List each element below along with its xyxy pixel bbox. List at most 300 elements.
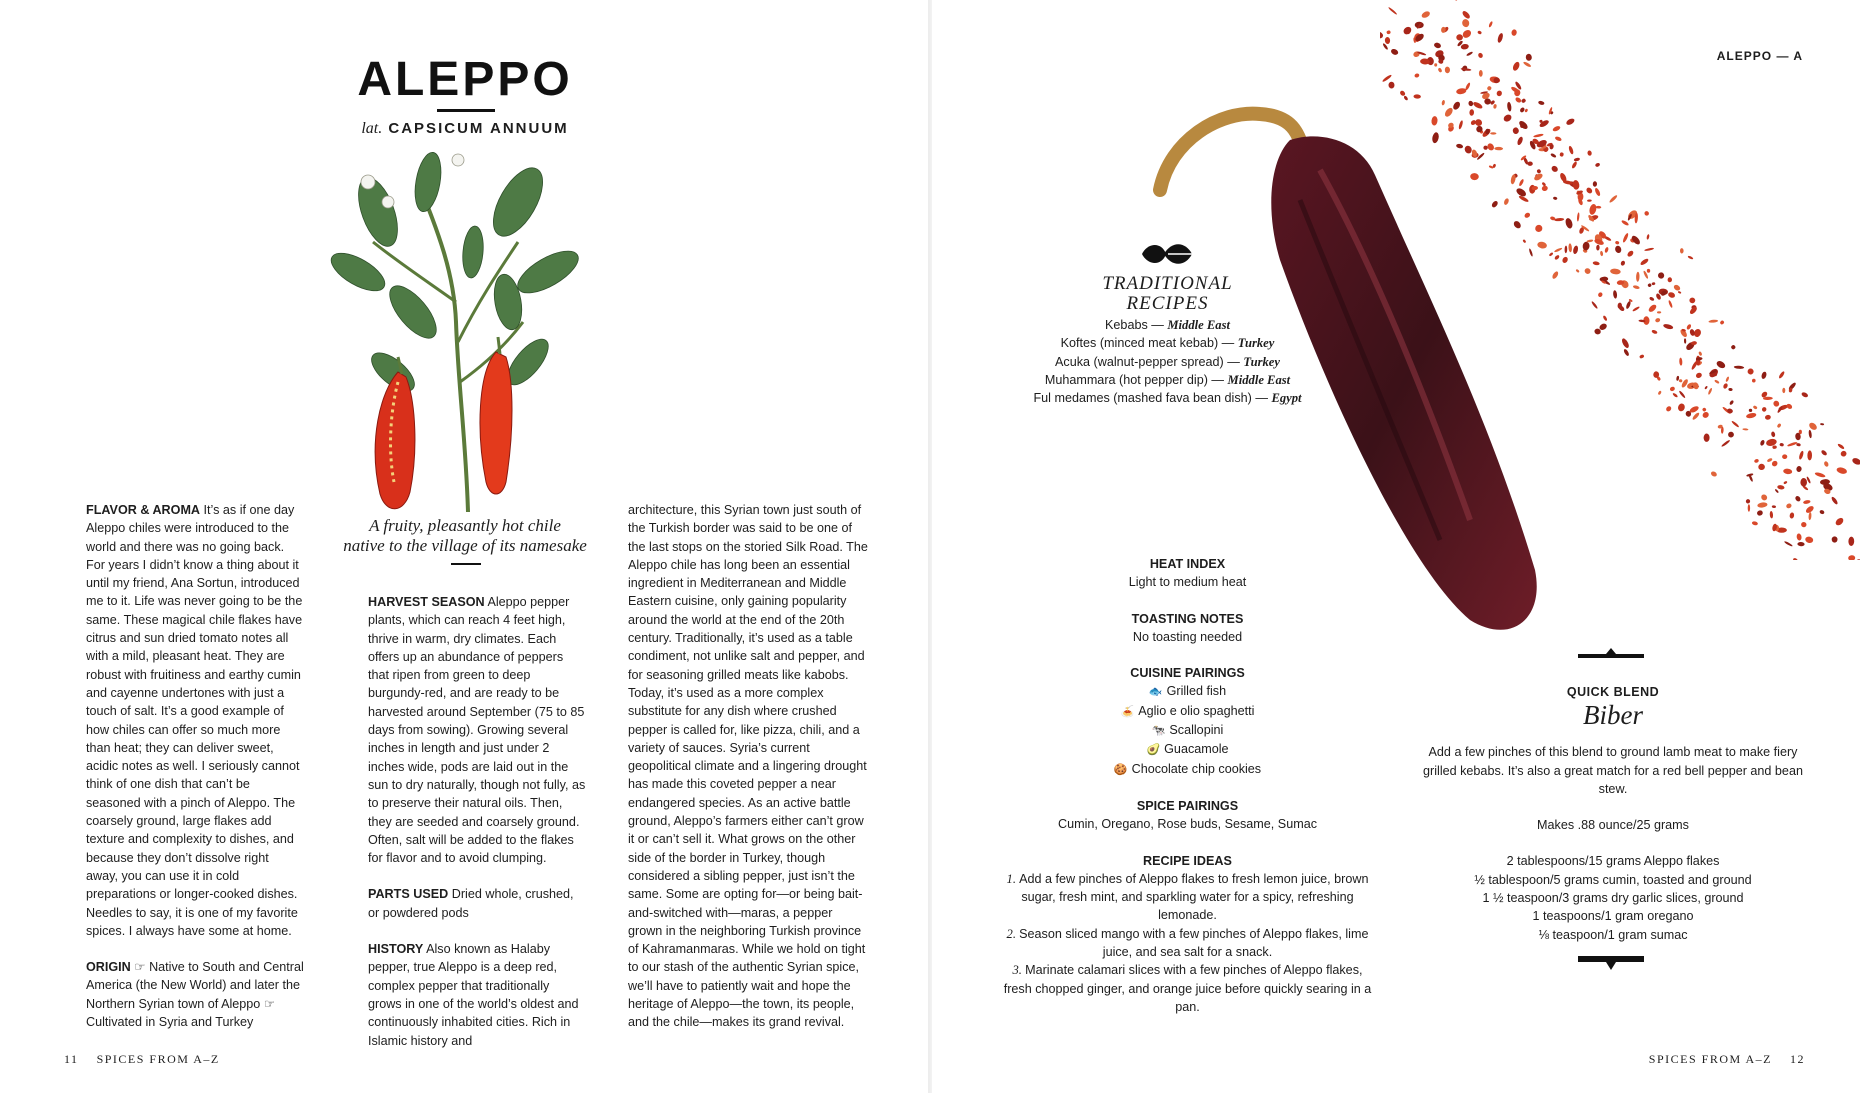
toasting-block (1000, 610, 1375, 647)
ingredient-item: 2 tablespoons/15 grams Aleppo flakes (1506, 854, 1720, 869)
chile-flake (1719, 320, 1724, 325)
chile-flake (1848, 537, 1854, 546)
chile-flake (1772, 400, 1780, 408)
recipe-dish: Ful medames (mashed fava bean dish) — (1033, 391, 1272, 406)
recipe-idea-item (1000, 961, 1375, 1016)
history-paragraph (346, 940, 586, 1050)
chile-flake (1568, 243, 1572, 252)
chile-flake (1610, 268, 1621, 275)
chile-flake (1461, 28, 1472, 39)
spice-info-panel (1000, 555, 1375, 1034)
spice-pairings-heading: SPICE PAIRINGS (1136, 798, 1239, 813)
ingredient-item: ½ tablespoon/5 grams cumin, toasted and ground (1474, 872, 1752, 887)
cuisine-pairing-label: Chocolate chip cookies (1131, 761, 1262, 776)
chile-flake (1621, 337, 1631, 349)
chile-flake (1808, 421, 1818, 431)
recipe-dish: Acuka (walnut-pepper spread) — (1055, 354, 1244, 369)
harvest-heading: HARVEST SEASON (368, 595, 485, 609)
origin-heading: ORIGIN (86, 960, 131, 975)
traditional-recipe-item (1000, 353, 1335, 371)
chile-flake (1655, 317, 1661, 322)
chile-flake (1784, 541, 1793, 547)
chile-flake (1837, 443, 1845, 450)
chile-flake (1477, 30, 1482, 35)
chile-flake (1692, 412, 1701, 421)
chile-flake (1511, 29, 1517, 36)
chile-flake (1695, 372, 1703, 379)
recipe-ideas-list (1000, 870, 1375, 1016)
pointing-hand-icon: ☞ (263, 996, 276, 1011)
chile-flake (1778, 371, 1785, 380)
chile-flake (1759, 439, 1765, 446)
chile-flake (1761, 371, 1768, 379)
chile-flake (1386, 30, 1391, 35)
chile-flake (1577, 212, 1580, 221)
chile-flake (1587, 199, 1592, 202)
chile-flake (1512, 61, 1521, 72)
parts-paragraph (346, 885, 586, 922)
chile-flake (1646, 234, 1650, 240)
quick-blend-name: Biber (1583, 700, 1643, 731)
chile-flake (1455, 0, 1459, 1)
chile-flake (1765, 438, 1777, 447)
chile-flake (1782, 454, 1788, 459)
text-column-3 (628, 501, 868, 1050)
recipe-dish: Koftes (minced meat kebab) — (1060, 336, 1238, 351)
recipe-idea-item (1000, 925, 1375, 962)
chile-flake (1665, 405, 1672, 412)
avocado-icon: 🥑 (1146, 744, 1161, 757)
chile-flake (1783, 481, 1787, 485)
recipe-idea-number: 1. (1006, 871, 1020, 886)
chile-flake (1836, 466, 1848, 475)
chile-flake (1808, 430, 1812, 439)
chile-flake (1684, 338, 1686, 343)
page-number: 11 (64, 1052, 79, 1066)
cuisine-pairing-item (1000, 721, 1375, 740)
chile-flake (1596, 245, 1600, 251)
chile-flake (1734, 365, 1745, 369)
ingredient-item: 1 teaspoons/1 gram oregano (1532, 909, 1694, 924)
cuisine-pairing-item (1000, 760, 1375, 779)
chile-flake (1803, 500, 1811, 505)
chile-flake (1728, 388, 1733, 392)
traditional-recipes-list (1000, 316, 1335, 407)
chile-flake (1632, 306, 1640, 312)
bracket-ornament-bottom-icon (1576, 954, 1646, 972)
chile-flake (1456, 87, 1467, 94)
history-heading: HISTORY (368, 942, 424, 957)
chile-flake (1771, 460, 1779, 468)
chile-flake (1777, 485, 1785, 490)
chile-flake (1568, 145, 1574, 154)
chile-flake (1639, 354, 1645, 359)
chile-flake (1461, 10, 1471, 20)
chile-flake (1678, 390, 1686, 399)
chile-flake (1702, 407, 1707, 412)
chile-flake (1595, 162, 1601, 167)
chile-flake (1434, 63, 1437, 67)
chile-flake (1714, 379, 1720, 384)
chile-flake (1757, 502, 1768, 508)
flavor-heading: FLAVOR & AROMA (86, 503, 201, 517)
chile-flake (1382, 74, 1393, 83)
chile-flake (1460, 43, 1469, 49)
chile-flake (1437, 67, 1442, 73)
recipe-ideas-heading: RECIPE IDEAS (1143, 853, 1232, 868)
chile-flake (1771, 431, 1776, 437)
chile-flake (1789, 512, 1794, 519)
cuisine-pairing-label: Guacamole (1164, 742, 1229, 757)
chile-flake (1584, 267, 1592, 275)
chile-flake (1786, 403, 1794, 410)
chile-flake (1749, 409, 1752, 412)
illustration-caption (340, 516, 590, 556)
chile-flake (1497, 32, 1504, 43)
chile-flake (1667, 291, 1675, 298)
chile-flake (1797, 542, 1804, 547)
chile-flake (1486, 85, 1492, 91)
chile-flake (1689, 297, 1696, 304)
chile-flake (1832, 536, 1838, 542)
chile-flake (1704, 386, 1708, 390)
chile-flake (1676, 376, 1679, 381)
chile-flake (1848, 555, 1856, 560)
text-column-2 (346, 593, 586, 1068)
chile-flake (1761, 406, 1767, 412)
recipe-dish: Kebabs — (1105, 318, 1168, 332)
heat-index-block (1000, 555, 1375, 592)
chile-flake (1466, 51, 1473, 56)
chile-flake (1708, 319, 1718, 323)
latin-prefix: lat. (361, 120, 383, 137)
cuisine-pairing-item (1000, 740, 1375, 759)
origin-text-1: Native to South and Central America (the New World) and later the Northern Syrian town of Aleppo (86, 960, 304, 1011)
chile-flake (1564, 217, 1573, 229)
chile-flake (1572, 245, 1578, 254)
chile-flake (1380, 31, 1384, 40)
chile-flake (1796, 465, 1802, 472)
chile-flake (1587, 150, 1592, 156)
chile-flake (1834, 516, 1845, 526)
chile-flake (1840, 450, 1848, 458)
cuisine-pairing-item (1000, 682, 1375, 701)
chile-flake (1814, 472, 1826, 479)
recipe-idea-number: 2. (1006, 926, 1020, 941)
chile-flake (1496, 90, 1503, 97)
recipe-region: Middle East (1167, 318, 1230, 332)
fleuron-ornament-icon (1138, 236, 1196, 272)
chile-flake (1647, 269, 1651, 273)
recipe-region: Middle East (1227, 372, 1291, 387)
chile-flake (1851, 457, 1860, 466)
caption-line-1: A fruity, pleasantly hot chile (369, 516, 561, 535)
chile-flake (1639, 258, 1649, 267)
chile-flake (1604, 247, 1609, 254)
recipe-idea-text: Add a few pinches of Aleppo flakes to fresh lemon juice, brown sugar, fresh mint, and sparkling water for a spicy, refreshing lemonade. (1019, 871, 1369, 923)
chile-flake (1388, 7, 1398, 16)
chile-flake (1769, 511, 1773, 519)
chile-flake (1745, 498, 1751, 504)
bracket-ornament-top-icon (1576, 646, 1646, 660)
chile-flake (1647, 283, 1652, 288)
flavor-paragraph (64, 501, 304, 940)
traditional-recipe-item (1000, 389, 1335, 407)
chile-flake (1756, 510, 1763, 517)
cuisine-pairings-list (1000, 682, 1375, 778)
toasting-value: No toasting needed (1132, 629, 1243, 644)
chile-flake (1753, 405, 1758, 410)
chile-flake (1831, 496, 1839, 505)
chile-flake (1673, 284, 1681, 292)
chile-flake (1614, 245, 1622, 254)
chile-flake (1597, 292, 1603, 298)
chile-flake (1731, 420, 1740, 428)
chile-flake (1775, 489, 1780, 494)
parts-heading: PARTS USED (368, 887, 449, 902)
chile-flake (1765, 414, 1772, 420)
chile-flake (1752, 379, 1756, 383)
chile-flake (1591, 301, 1598, 310)
traditional-recipes-title (1060, 274, 1275, 314)
folio-title: SPICES FROM A–Z (96, 1052, 220, 1066)
chile-flake (1686, 323, 1692, 330)
chile-flake (1626, 250, 1634, 258)
chile-plant-illustration (318, 142, 598, 512)
chile-flake (1779, 443, 1784, 447)
chile-flake (1649, 296, 1655, 301)
chile-flake (1823, 461, 1829, 468)
chile-flake (1715, 360, 1726, 370)
chile-flake (1752, 521, 1759, 526)
chile-flake (1388, 82, 1394, 89)
chile-flake (1679, 358, 1683, 366)
chile-flake (1477, 52, 1483, 59)
fish-icon: 🐟 (1148, 686, 1163, 699)
chile-flake (1748, 504, 1750, 511)
chile-flake (1571, 161, 1578, 169)
chile-flake (1729, 400, 1734, 406)
chile-flake (1445, 66, 1451, 73)
quick-blend-description: Add a few pinches of this blend to ground lamb meat to make fiery grilled kebabs. It’s also a great match for a red bell pepper and bean stew. (1423, 745, 1803, 796)
quick-blend-label: QUICK BLEND (1566, 685, 1660, 699)
traditional-recipe-item (1000, 334, 1335, 352)
chile-flake (1668, 300, 1673, 308)
chile-flake (1746, 367, 1754, 375)
chile-flake (1772, 445, 1777, 449)
chile-flake (1808, 512, 1811, 520)
chile-flake (1399, 90, 1406, 97)
chile-flake (1644, 210, 1650, 216)
chile-flake (1402, 25, 1413, 36)
harvest-text: Aleppo pepper plants, which can reach 4 feet high, thrive in warm, dry climates. Each offers up an abundance of peppers that ripen from green to deep burgundy-red, and are ready to be harvested around September (75 to 85 days from sowing). Growing several inches in length and just under 2 inches wide, pods are laid out in the sun to dry naturally, though not fully, as to preserve their natural oils. Then, they are seeded and coarsely ground. Often, salt will be added to the flakes for flavor and to avoid clumping. (368, 595, 586, 866)
chile-flake (1777, 423, 1782, 428)
history-text: Also known as Halaby pepper, true Aleppo is a deep red, complex pepper that traditionally grows in one of the world’s oldest and continuously inhabited cities. Rich in Islamic history and (368, 942, 579, 1048)
quick-blend-yield: Makes .88 ounce/25 grams (1537, 818, 1689, 833)
chile-flake (1754, 458, 1759, 463)
chile-flake (1680, 248, 1684, 253)
chile-flake (1727, 408, 1734, 414)
chile-flake (1772, 505, 1777, 508)
chile-flake (1782, 388, 1785, 393)
ingredient-item: 1 ½ teaspoon/3 grams dry garlic slices, ground (1482, 891, 1744, 906)
chile-flake (1679, 379, 1683, 382)
chile-flake (1820, 449, 1827, 456)
chile-flake (1678, 291, 1682, 294)
chile-flake (1594, 187, 1601, 196)
chile-flake (1564, 246, 1567, 254)
parts-text: Dried whole, crushed, or powdered pods (368, 887, 574, 920)
traditional-recipe-item (1000, 316, 1335, 334)
chile-flake (1413, 94, 1421, 99)
recipe-region: Egypt (1271, 391, 1302, 406)
chile-flake (1658, 390, 1662, 395)
ingredient-item: ⅛ teaspoon/1 gram sumac (1538, 927, 1688, 942)
chile-flake (1658, 272, 1665, 279)
chile-flake (1644, 247, 1654, 251)
chile-flake (1412, 50, 1420, 57)
spice-pairings-block (1000, 797, 1375, 834)
chile-flake (1479, 70, 1483, 77)
page-number: 12 (1790, 1052, 1805, 1066)
title-rule (437, 109, 495, 112)
chile-flake (1588, 203, 1597, 215)
recipe-region: Turkey (1237, 336, 1275, 351)
chile-flake (1725, 376, 1729, 382)
chile-flake (1488, 21, 1493, 28)
latin-name-line (340, 120, 590, 138)
chile-flake (1657, 311, 1661, 313)
chile-flake (1785, 503, 1792, 510)
chile-flake (1414, 73, 1420, 78)
cookie-icon: 🍪 (1113, 763, 1128, 776)
chile-flake (1801, 521, 1807, 527)
recipe-idea-text: Season sliced mango with a few pinches of Aleppo flakes, lime juice, and sea salt for a snack. (1019, 926, 1369, 960)
chile-flake (1758, 464, 1765, 471)
chile-flake (1710, 470, 1718, 477)
chile-flake (1620, 260, 1626, 266)
chile-flake (1856, 559, 1860, 560)
chile-flake (1615, 241, 1620, 245)
chile-flake (1722, 383, 1728, 390)
chile-flake (1600, 251, 1604, 257)
chile-flake (1461, 18, 1470, 28)
chile-flake (1728, 432, 1734, 438)
flavor-text: It’s as if one day Aleppo chiles were introduced to the world and there was no going back. For years I didn’t know a thing about it until my friend, Ana Sortun, introduced me to it. Life was never going to be the same. These magical chile flakes have citrus and sun dried tomato notes all with a mild, pleasant heat. They are robust with fruitiness and earthy cumin and cayenne undertones with just a touch of salt. It’s a good example of how chiles can offer so much more than heat; they can deliver sweet, acidic notes as well. I seriously cannot think of one dish that can’t be seasoned with a pinch of Aleppo. The coarsely ground, large flakes add texture and complexity to dishes, and because they don’t dissolve right away, you can use it in cold preparations or longer-cooked dishes. Needles to say, it is one of my favorite spices. I always have some at home. (86, 503, 303, 938)
chile-flake (1792, 557, 1798, 560)
cuisine-pairing-label: Aglio e olio spaghetti (1138, 703, 1255, 718)
spice-pairings-value: Cumin, Oregano, Rose buds, Sesame, Sumac (1058, 817, 1317, 832)
chile-flake (1602, 315, 1607, 321)
chile-flake (1390, 48, 1399, 56)
caption-rule (451, 563, 481, 565)
chile-flake (1633, 285, 1640, 290)
page-title: ALEPPO (357, 53, 573, 106)
chile-flake (1622, 233, 1629, 244)
left-folio (64, 1052, 220, 1067)
cuisine-pairings-heading: CUISINE PAIRINGS (1130, 666, 1245, 681)
chile-flake (1636, 272, 1640, 282)
chile-flake (1796, 533, 1802, 541)
chile-flake (1798, 450, 1804, 460)
chile-flake (1800, 478, 1807, 487)
chile-flake (1801, 391, 1809, 398)
origin-text-2: Cultivated in Syria and Turkey (86, 1015, 254, 1030)
traditional-title-line-2: RECIPES (1126, 293, 1209, 314)
chile-flake (1565, 117, 1575, 126)
chile-flake (1730, 344, 1736, 350)
chile-flake (1707, 388, 1712, 396)
chile-flake (1742, 428, 1748, 431)
chile-flake (1819, 509, 1825, 515)
chile-flake (1572, 180, 1580, 190)
chile-flake (1625, 301, 1631, 310)
recipe-idea-text: Marinate calamari slices with a few pinches of Aleppo flakes, fresh chopped ginger, and orange juice before quickly searing in a pan. (1003, 963, 1372, 1014)
cuisine-pairings-block (1000, 664, 1375, 779)
chile-flake (1433, 42, 1441, 49)
history-continued: architecture, this Syrian town just south of the Turkish border was said to be one of the last stops on the storied Silk Road. The Aleppo chile has long been an essential ingredient in Mediterranean and Middle Eastern cuisine, only gaining popularity around the world at the end of the 20th century. Traditionally, it’s used as a table condiment, not unlike salt and pepper, and for seasoning grilled meats like kabobs. Today, it’s used as a more complex substitute for any dish where crushed pepper is called for, like pizza, chili, and a variety of sauces. Syria’s current geopolitical climate and a lingering drought has made this coveted pepper a near endangered species. As an active battle ground, Aleppo’s farmers either can’t grow it or can’t sell it. What grows on the other side of the border in Turkey, though considered a sibling pepper, just isn’t the same. Some are opting for—or being bait-and-switched with—maras, a pepper grown in the neighboring Turkish province of Kahramanmaras. While we hold on tight to our stash of the authentic Syrian spice, we’ll have to patiently wait and hope the heritage of Aleppo—the town, its people, and the chile—makes its grand revival. (628, 503, 868, 1030)
chile-flake (1746, 412, 1757, 419)
quick-blend-panel (1418, 683, 1808, 944)
chile-flake (1456, 34, 1463, 40)
chile-flake (1805, 536, 1814, 544)
chile-flake (1421, 10, 1431, 19)
chile-flake (1787, 441, 1798, 447)
chile-flake (1668, 277, 1672, 282)
toasting-heading: TOASTING NOTES (1131, 611, 1244, 626)
chile-flake (1704, 433, 1710, 442)
chile-flake (1559, 152, 1564, 157)
chile-flake (1783, 468, 1793, 474)
text-column-1 (64, 501, 304, 1049)
traditional-title-line-1: TRADITIONAL (1102, 273, 1233, 294)
heat-index-value: Light to medium heat (1128, 575, 1247, 590)
recipe-dish: Muhammara (hot pepper dip) — (1044, 372, 1228, 387)
chile-flake (1663, 323, 1674, 330)
heat-index-heading: HEAT INDEX (1149, 557, 1226, 571)
chile-flake (1623, 348, 1630, 356)
pasta-icon: 🍝 (1120, 705, 1135, 718)
chile-flake (1592, 261, 1600, 266)
origin-paragraph (64, 958, 304, 1031)
recipe-idea-item (1000, 870, 1375, 925)
chile-flake (1523, 61, 1532, 68)
pointing-hand-icon: ☞ (134, 960, 146, 975)
chile-flake (1651, 282, 1655, 286)
chile-flake (1561, 256, 1568, 264)
recipe-ideas-block (1000, 852, 1375, 1017)
chile-flake (1593, 181, 1597, 187)
chile-flake (1701, 411, 1709, 419)
recipe-region: Turkey (1243, 354, 1280, 369)
chile-flake (1525, 54, 1532, 62)
chile-flake (1760, 493, 1768, 501)
chile-flake (1820, 423, 1824, 425)
cuisine-pairing-label: Scallopini (1169, 723, 1224, 738)
chile-flake (1794, 495, 1801, 502)
latin-name: CAPSICUM ANNUUM (388, 120, 569, 137)
running-head: ALEPPO — A (1716, 49, 1803, 63)
traditional-recipe-item (1000, 371, 1335, 389)
folio-title: SPICES FROM A–Z (1648, 1052, 1772, 1066)
chile-flake (1807, 450, 1812, 460)
chile-flake (1585, 186, 1593, 194)
chile-flake (1609, 194, 1619, 203)
chile-flake (1677, 403, 1686, 413)
quick-blend-ingredients (1418, 852, 1808, 943)
chile-flake (1621, 219, 1630, 226)
chile-flake (1613, 290, 1618, 299)
